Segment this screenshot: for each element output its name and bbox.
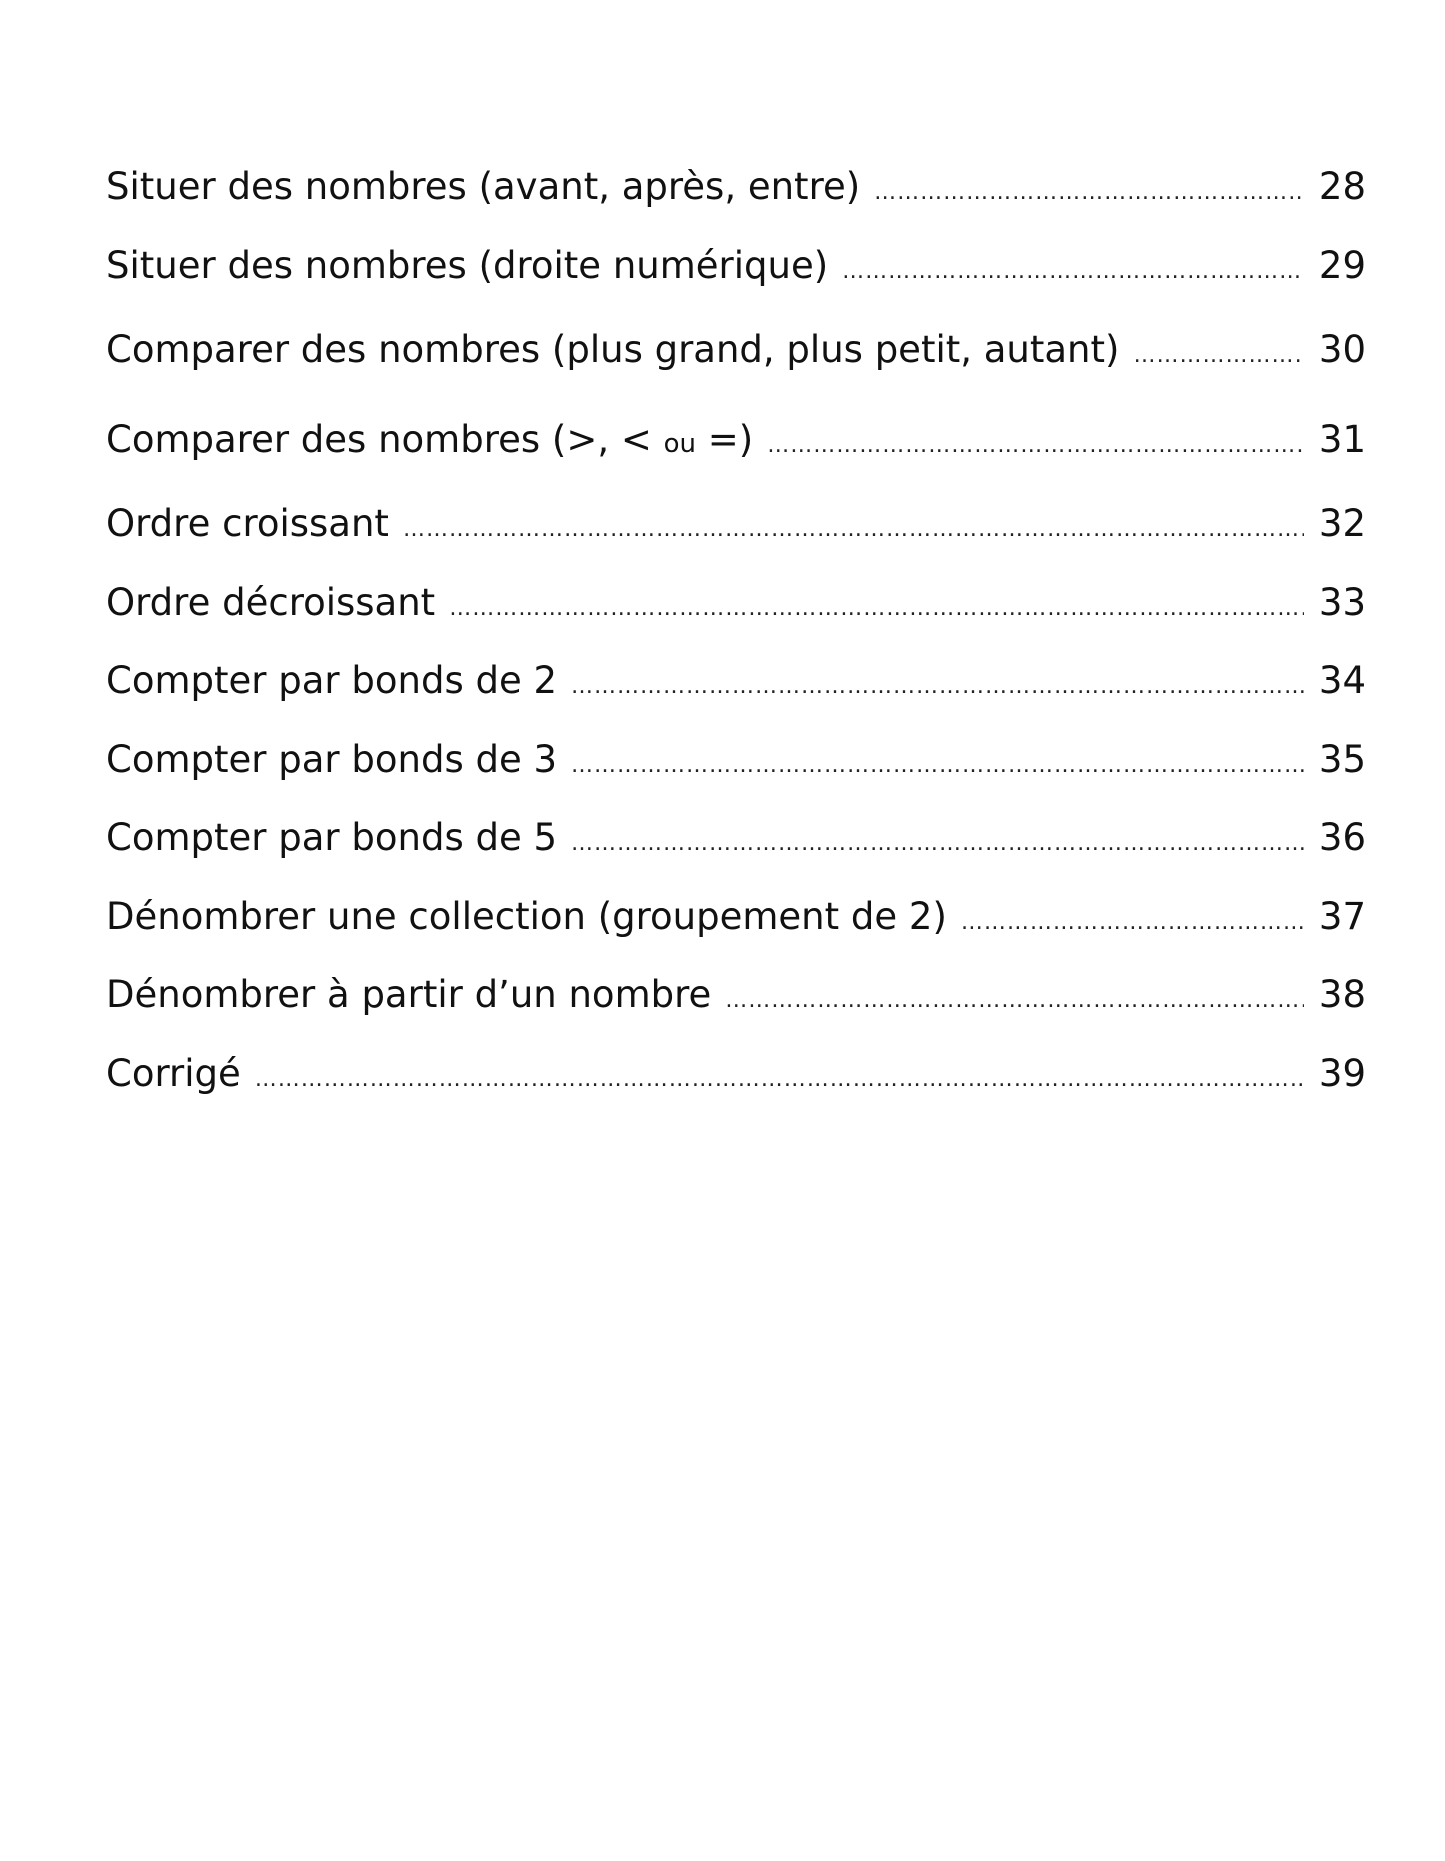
toc-entry[interactable] [106,485,1366,564]
toc-entry-page: 35 [1318,737,1366,781]
toc-entry-label: Dénombrer une collection (groupement de 2) [106,894,947,938]
toc-entry[interactable] [106,799,1366,878]
dot-leader [403,491,1304,570]
toc-entry-page: 36 [1318,816,1366,859]
toc-entry-label: Situer des nombres (droite numérique) [106,243,829,287]
dot-leader [255,1041,1304,1120]
toc-entry[interactable] [106,642,1366,721]
toc-entry-label: Ordre croissant [106,502,389,545]
toc-entry-page: 29 [1318,243,1366,287]
toc-entry[interactable] [106,956,1366,1035]
toc-entry-page: 34 [1318,659,1366,702]
dot-leader [1133,311,1304,401]
toc-entry-label-part: =) [696,418,754,461]
toc-entry-page: 38 [1318,973,1366,1016]
toc-entry-label-small: ou [663,429,697,459]
toc-entry-label: Dénombrer à partir d’un nombre [106,973,712,1016]
toc-entry-page: 39 [1318,1051,1366,1095]
toc-entry-label: Ordre décroissant [106,580,436,624]
toc-entry-page: 32 [1318,502,1366,545]
toc-entry-label: Comparer des nombres (plus grand, plus petit, autant) [106,328,1120,371]
toc-entry-page: 28 [1318,165,1366,208]
toc-entry[interactable] [106,395,1366,485]
toc-entry-page: 31 [1318,418,1366,461]
dot-leader [571,727,1304,806]
toc-entry-label: Corrigé [106,1051,241,1095]
toc-entry[interactable] [106,305,1366,395]
toc-entry-page: 33 [1318,580,1366,624]
toc-entry-page: 37 [1318,894,1366,938]
toc-entry[interactable] [106,227,1366,306]
dot-leader [725,962,1304,1041]
dot-leader [874,154,1304,233]
dot-leader [571,648,1304,727]
toc-entry[interactable] [106,878,1366,957]
toc-entry-label [106,395,753,489]
table-of-contents [106,148,1366,1113]
toc-entry-page: 30 [1318,328,1366,371]
dot-leader [449,570,1304,649]
toc-entry[interactable] [106,564,1366,643]
toc-entry[interactable] [106,148,1366,227]
dot-leader [571,805,1304,884]
dot-leader [842,233,1304,312]
toc-entry-label: Compter par bonds de 2 [106,659,558,702]
toc-entry[interactable] [106,1035,1366,1114]
dot-leader [961,884,1304,963]
toc-entry-label: Compter par bonds de 3 [106,737,558,781]
toc-entry-label: Situer des nombres (avant, après, entre) [106,165,861,208]
toc-entry-label: Compter par bonds de 5 [106,816,558,859]
dot-leader [767,401,1304,491]
toc-entry-label-part: Comparer des nombres (>, < [106,418,664,461]
toc-entry[interactable] [106,721,1366,800]
